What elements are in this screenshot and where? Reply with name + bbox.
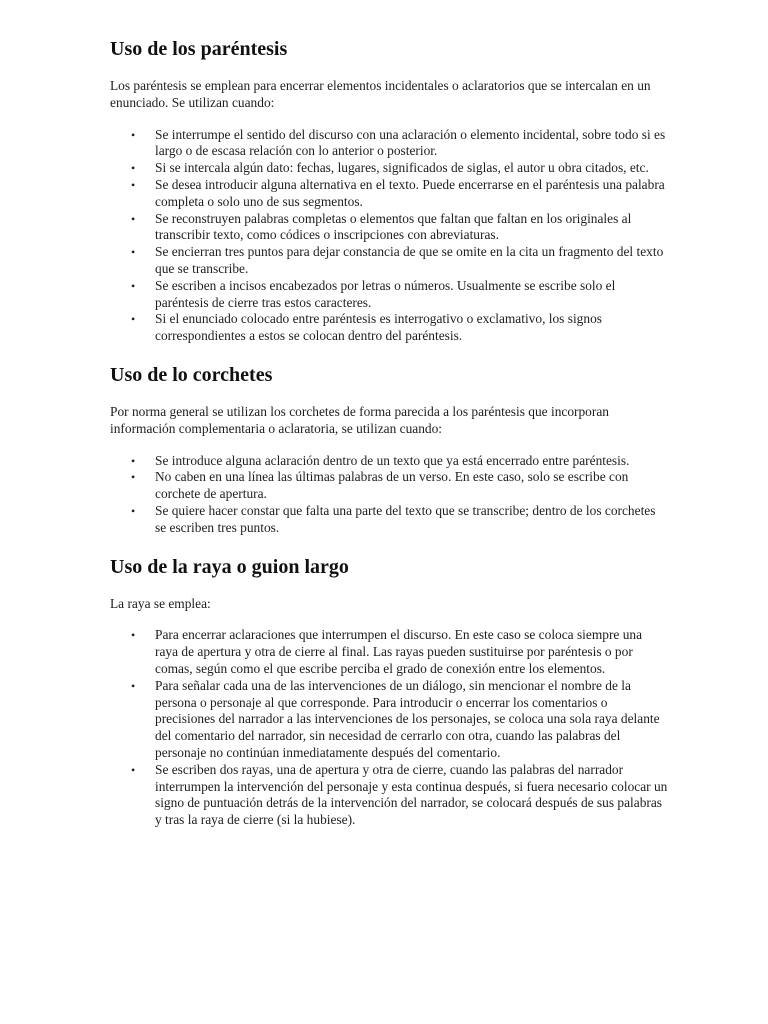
section-corchetes	[110, 363, 668, 537]
section-heading: Uso de lo corchetes	[110, 363, 273, 386]
section-intro: Por norma general se utilizan los corchetes de forma parecida a los paréntesis que incorporan información complementaria o aclaratoria, se utilizan cuando:	[110, 403, 609, 436]
list-item: • Se encierran tres puntos para dejar constancia de que se omite en la cita un fragmento del texto que se transcribe.	[110, 244, 668, 278]
section-heading: Uso de la raya o guion largo	[110, 555, 349, 578]
section-intro: La raya se emplea:	[110, 595, 211, 611]
section-heading: Uso de los paréntesis	[110, 38, 288, 60]
bullet-list	[110, 627, 668, 829]
list-item: • Se interrumpe el sentido del discurso con una aclaración o elemento incidental, sobre todo si es largo o de escasa relación con lo anterior o posterior.	[110, 127, 668, 161]
section-raya	[110, 555, 668, 829]
list-item: • Se quiere hacer constar que falta una parte del texto que se transcribe; dentro de los corchetes se escriben tres puntos.	[110, 503, 668, 537]
bullet-list	[110, 453, 668, 537]
list-item: • Se escriben dos rayas, una de apertura y otra de cierre, cuando las palabras del narrador interrumpen la intervención del personaje y esta continua después, si fuera necesario colocar un signo de puntuación detrás de la intervención del narrador, se colocará después de sus palabras y tras la raya de cierre (si la hubiese).	[110, 762, 668, 829]
section-intro: Los paréntesis se emplean para encerrar elementos incidentales o aclaratorios que se intercalan en un enunciado. Se utilizan cuando:	[110, 78, 651, 110]
list-item: • Se introduce alguna aclaración dentro de un texto que ya está encerrado entre paréntesis.	[110, 453, 668, 470]
list-item: • Se escriben a incisos encabezados por letras o números. Usualmente se escribe solo el paréntesis de cierre tras estos caracteres.	[110, 278, 668, 312]
list-item: • Si se intercala algún dato: fechas, lugares, significados de siglas, el autor u obra citados, etc.	[110, 160, 668, 177]
list-item: • Se reconstruyen palabras completas o elementos que faltan que faltan en los originales al transcribir texto, como códices o inscripciones con abreviaturas.	[110, 211, 668, 245]
list-item: • Si el enunciado colocado entre paréntesis es interrogativo o exclamativo, los signos correspondientes a estos se colocan dentro del paréntesis.	[110, 311, 668, 345]
list-item: • Se desea introducir alguna alternativa en el texto. Puede encerrarse en el paréntesis una palabra completa o solo uno de sus segmentos.	[110, 177, 668, 211]
bullet-list	[110, 127, 668, 345]
list-item: • No caben en una línea las últimas palabras de un verso. En este caso, solo se escribe con corchete de apertura.	[110, 469, 668, 503]
list-item: • Para encerrar aclaraciones que interrumpen el discurso. En este caso se coloca siempre una raya de apertura y otra de cierre al final. Las rayas pueden sustituirse por paréntesis o por comas, según como el que escribe perciba el grado de conexión entre los elementos.	[110, 627, 668, 677]
list-item: • Para señalar cada una de las intervenciones de un diálogo, sin mencionar el nombre de la persona o personaje al que corresponde. Para introducir o encerrar los comentarios o precisiones del narrador a las intervenciones de los personajes, se coloca una sola raya delante del comentario del narrador, sin necesidad de cerrarlo con otra, cuando las palabras del personaje no continúan inmediatamente después del comentario.	[110, 678, 668, 762]
section-parentesis	[110, 37, 668, 345]
